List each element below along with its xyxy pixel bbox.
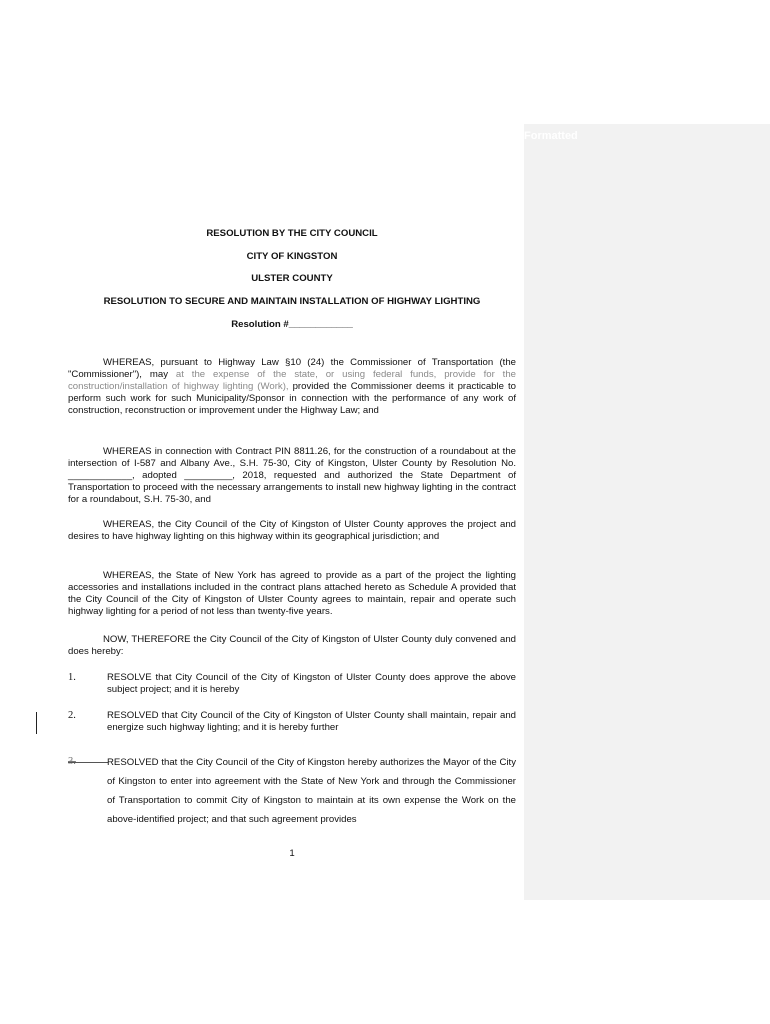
county-name: ULSTER COUNTY: [251, 273, 333, 284]
comment-label: Formatted: [524, 130, 578, 142]
deletion-strike-line: [68, 762, 108, 763]
whereas-paragraph-3: WHEREAS, the City Council of the City of Kingston of Ulster County approves the project and desires to have highway lighting on this highway within its geographical jurisdiction; and: [68, 519, 516, 543]
item-3-text: RESOLVED that the City Council of the City of Kingston hereby authorizes the Mayor of the City of Kingston to enter into agreement with the State of New York and through the Commissioner of Transportation to commit City of Kingston to maintain at its own expense the Work on the above-identified project; and that such agreement provides: [107, 757, 516, 825]
resolution-number: Resolution #____________: [231, 319, 353, 330]
item-1-number: 1.: [68, 672, 76, 683]
city-name: CITY OF KINGSTON: [246, 251, 338, 262]
item-2-text: RESOLVED that City Council of the City of Kingston of Ulster County shall maintain, repair and energize such highway lighting; and it is hereby further: [107, 710, 516, 734]
p1-text-grey: at the expense of the state, or using federal funds, provide for the construction/installation of highway lighting (Work),: [68, 369, 516, 393]
revision-change-bar: [36, 712, 37, 734]
whereas-paragraph-2: WHEREAS in connection with Contract PIN 8811.26, for the construction of a roundabout at the intersection of I-587 and Albany Ave., S.H. 75-30, City of Kingston, Ulster County by Resolution No. ____________, adopted _________, 2018, requested and authorized the State Department of Transportation to proceed with the necessary arrangements to install new highway lighting in the contract for a roundabout, S.H. 75-30, and: [68, 446, 516, 506]
p1-text-a: WHEREAS, pursuant to Highway Law §10 (24) the Commissioner of Transportation (the "Commissioner"), may: [68, 357, 516, 381]
now-therefore-paragraph: NOW, THEREFORE the City Council of the City of Kingston of Ulster County duly convened and does hereby:: [68, 634, 516, 658]
page-number: 1: [289, 848, 295, 859]
whereas-paragraph-4: WHEREAS, the State of New York has agreed to provide as a part of the project the lighting accessories and installations included in the contract plans attached hereto as Schedule A provided that the City Council of the City of Kingston of Ulster County agrees to maintain, repair and operate such highway lighting for a period of not less than twenty-five years.: [68, 570, 516, 618]
comment-pane: [524, 124, 770, 900]
whereas-paragraph-1: [68, 357, 516, 417]
item-2-number: 2.: [68, 710, 76, 721]
item-1-text: RESOLVE that City Council of the City of Kingston of Ulster County does approve the above subject project; and it is hereby: [107, 672, 516, 696]
p1-text-c: provided the Commissioner deems it practicable to perform such work for such Municipality/Sponsor in connection with the performance of any work of construction, reconstruction or improvement under the Highway Law; and: [68, 381, 516, 417]
resolution-title: RESOLUTION BY THE CITY COUNCIL: [206, 228, 378, 239]
resolution-subject: RESOLUTION TO SECURE AND MAINTAIN INSTALLATION OF HIGHWAY LIGHTING: [103, 296, 481, 307]
